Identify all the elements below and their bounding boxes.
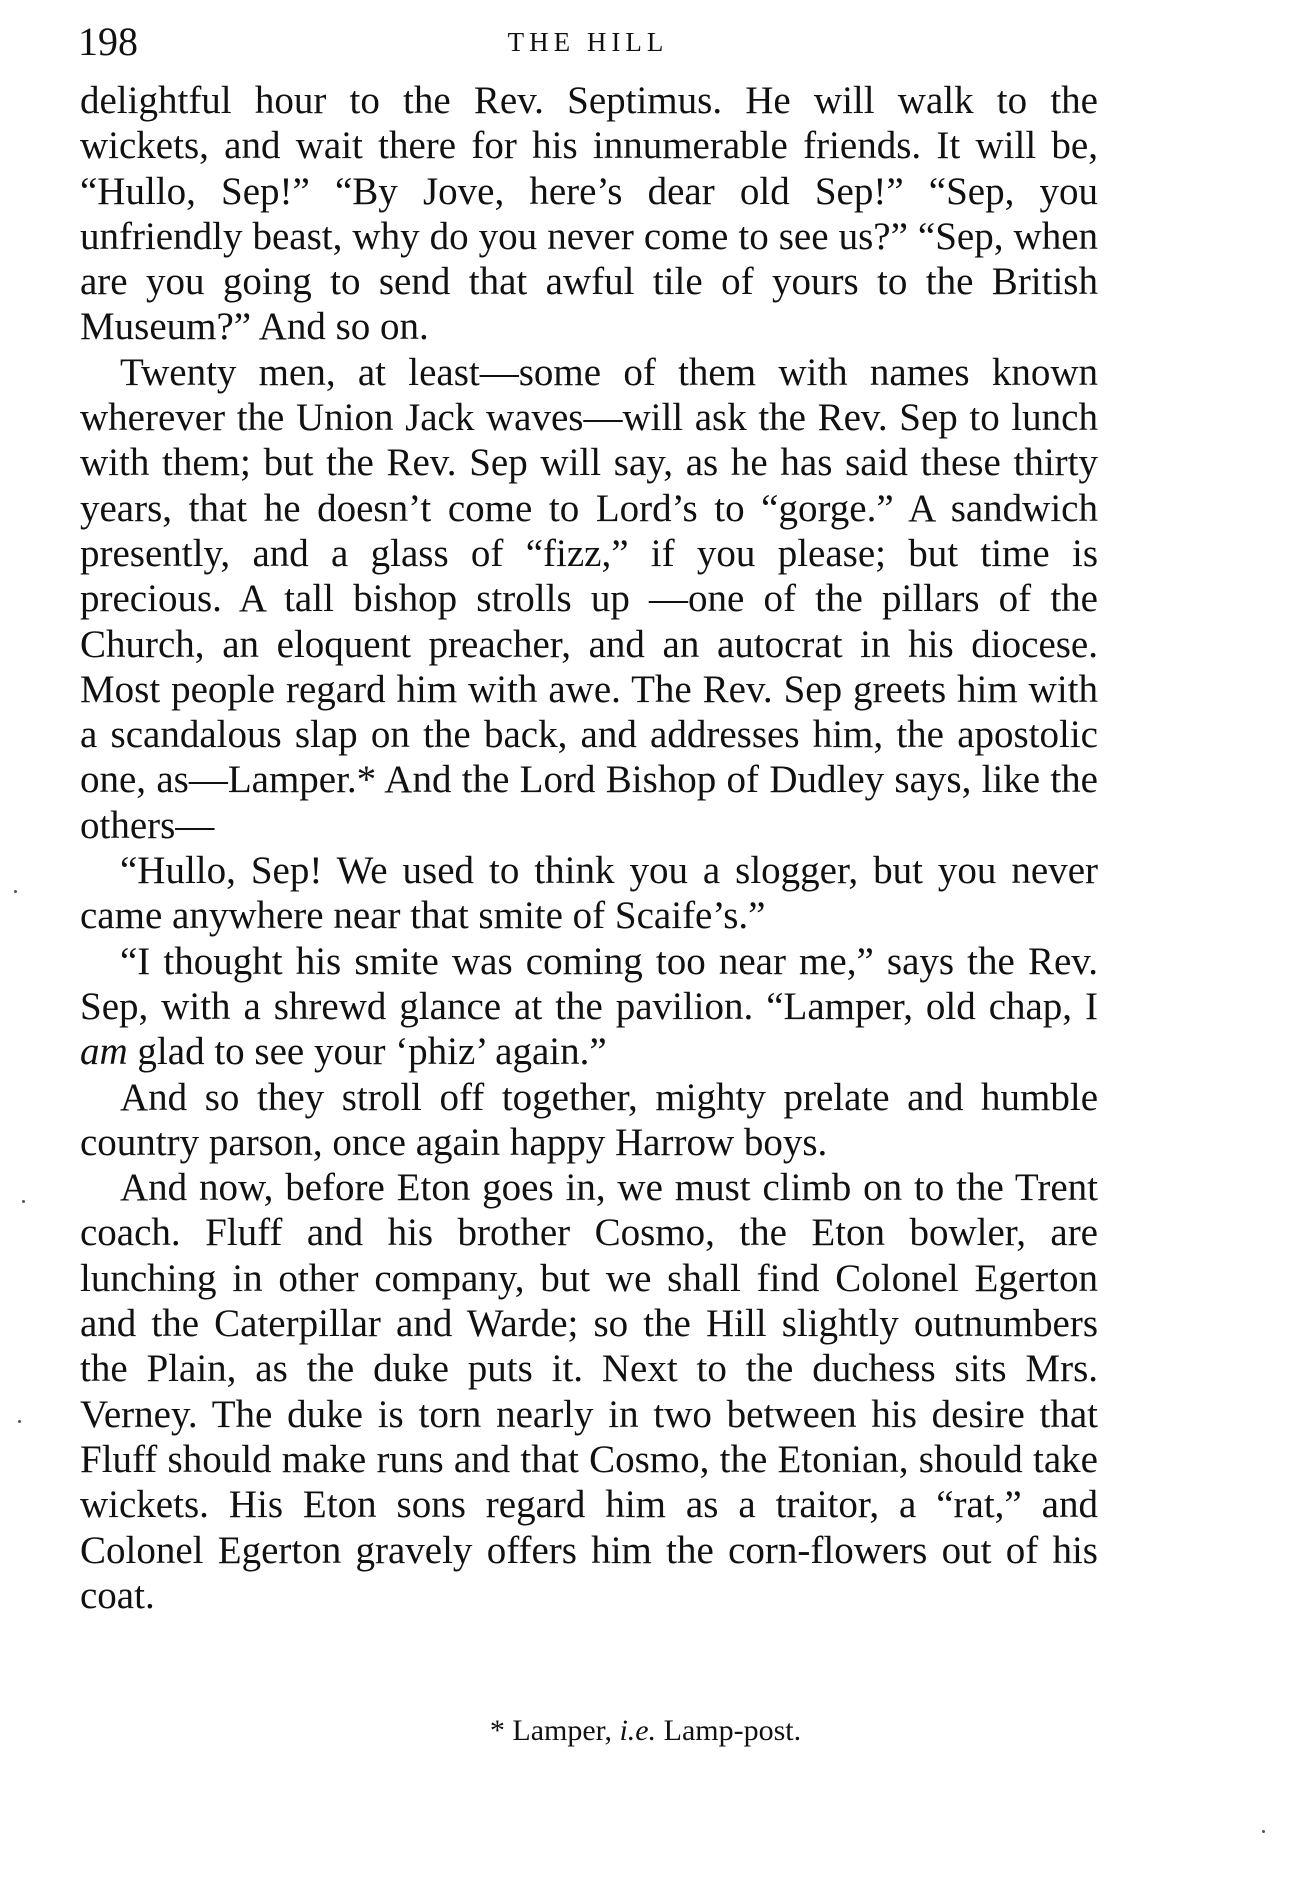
paragraph-stroll-off: And so they stroll off together, mighty prelate and humble country parson, once again happy Harrow boys. bbox=[80, 1075, 1098, 1164]
paper-speck bbox=[18, 1420, 21, 1423]
running-head: THE HILL bbox=[507, 27, 669, 57]
footnote-marker: * bbox=[489, 1714, 505, 1747]
paragraph-trent-coach: And now, before Eton goes in, we must climb on to the Trent coach. Fluff and his brother Cosmo, the Eton bowler, are lunching in other company, but we shall find Colonel Egerton and the Caterpillar and Warde; so the Hill slightly outnumbers the Plain, as the duke puts it. Next to the duchess sits Mrs. Verney. The duke is torn nearly in two between his desire that Fluff should make runs and that Cosmo, the Etonian, should take wickets. His Eton sons regard him as a traitor, a “rat,” and Colonel Egerton gravely offers him the corn-flowers out of his coat. bbox=[80, 1166, 1098, 1617]
footnote-text-start: Lamper, bbox=[512, 1714, 620, 1747]
paragraph-twenty-men: Twenty men, at least—some of them with names known wherever the Union Jack waves—will ask the Rev. Sep to lunch with them; but the Rev. Sep will say, as he has said these thirty years, that he doesn’t come to Lord’s to “gorge.” A sandwich presently, and a glass of “fizz,” if you please; but time is precious. A tall bishop strolls up —one of the pillars of the Church, an eloquent preacher, and an autocrat in his diocese. Most people regard him with awe. The Rev. Sep greets him with a scandalous slap on the back, and addresses him, the apostolic one, as—Lamper.* And the Lord Bishop of Dudley says, like the others— bbox=[80, 350, 1098, 847]
footnote bbox=[0, 1712, 1291, 1750]
paragraph-continued: delightful hour to the Rev. Septimus. He will walk to the wickets, and wait there for his innumerable friends. It will be, “Hullo, Sep!” “By Jove, here’s dear old Sep!” “Sep, you unfriendly beast, why do you never come to see us?” “Sep, when are you going to send that awful tile of yours to the British Museum?” And so on. bbox=[80, 79, 1098, 349]
paragraph-sep-reply bbox=[80, 939, 1098, 1075]
paragraph-bishop-dialogue: “Hullo, Sep! We used to think you a slogger, but you never came anywhere near that smite of Scaife’s.” bbox=[80, 849, 1098, 938]
paper-speck bbox=[22, 1200, 25, 1203]
page-number: 198 bbox=[78, 19, 138, 64]
emphasis-am: am bbox=[80, 1030, 128, 1074]
sep-reply-text-start: “I thought his smite was coming too near me,” says the Rev. Sep, with a shrewd glance at the pavilion. “Lamper, old chap, I bbox=[80, 939, 1098, 1028]
footnote-emphasis: i.e. bbox=[619, 1714, 657, 1747]
paper-speck bbox=[1262, 1830, 1265, 1833]
body-text bbox=[80, 78, 1098, 1618]
sep-reply-text-end: glad to see your ‘phiz’ again.” bbox=[127, 1030, 607, 1074]
footnote-text-end: Lamp-post. bbox=[656, 1714, 802, 1747]
page-header bbox=[78, 20, 1098, 64]
paper-speck bbox=[14, 890, 17, 893]
